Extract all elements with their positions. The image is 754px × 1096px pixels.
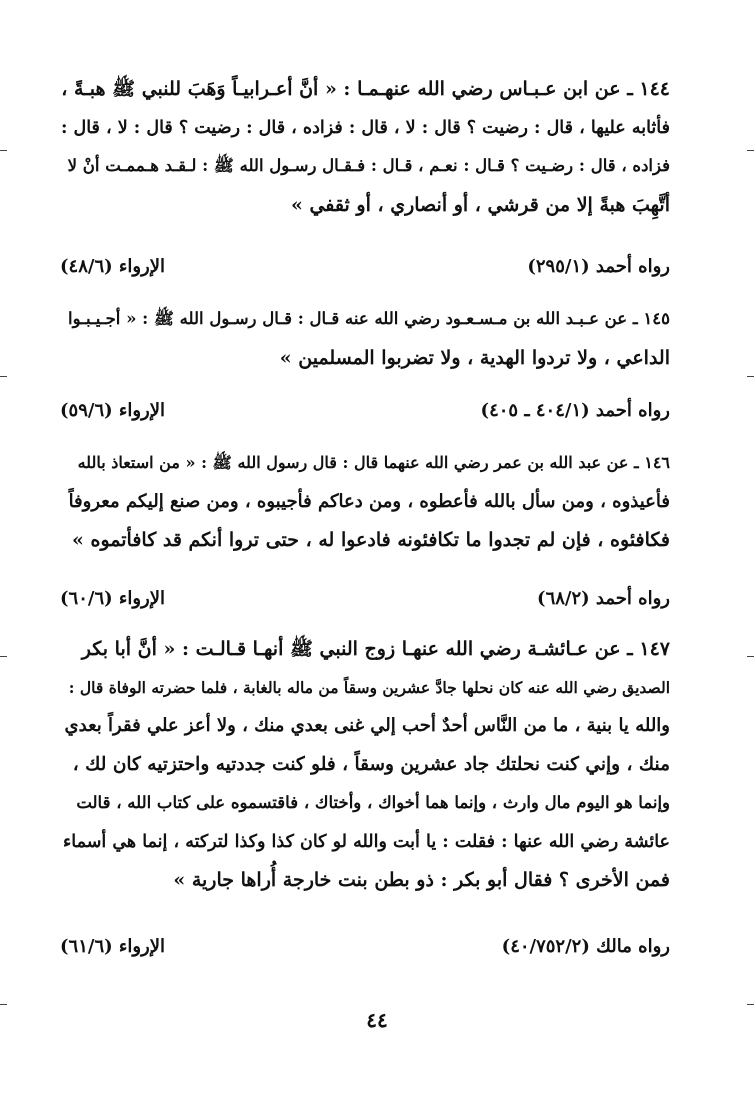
hadith-145 [60,300,670,377]
source-reference: رواه أحمد (٤٠٤/١ ـ ٤٠٥) [480,400,670,421]
text-line: عائشة رضي الله عنها : فقلت : يا أبت والله لو كان كذا وكذا لتركته ، إنما هي أسماء [63,831,670,852]
margin-mark [0,150,7,151]
margin-mark [0,1004,7,1005]
text-line: ١٤٥ ـ عن عـبـد الله بن مـسـعـود رضي الله عنه قـال : قـال رسـول الله ﷺ : « أجـيـبـوا [68,309,670,328]
text-line: فزاده ، قال : رضـيت ؟ قـال : نعـم ، قـال : فـقـال رسـول الله ﷺ : لـقـد هـممـت أنْ لا [67,156,670,175]
text-line: ١٤٤ ـ عن ابن عـبـاس رضي الله عنهـمـا : « أنَّ أعـرابيـاً وَهَبَ للنبي ﷺ هبـةً ، [61,78,670,100]
source-line-146 [60,584,670,614]
text-line: الصديق رضي الله عنه كان نحلها جادَّ عشرين وسقاً من ماله بالغابة ، فلما حضرته الوفاة قال : [68,677,670,697]
text-line: فكافئوه ، فإن لم تجدوا ما تكافئونه فادعوا له ، حتى تروا أنكم قد كافأتموه » [72,529,670,551]
source-line-144 [60,252,670,282]
hadith-147 [60,630,670,900]
irwa-reference: الإرواء (٥٩/٦) [60,400,166,421]
text-line: فأعيذوه ، ومن سأل بالله فأعطوه ، ومن دعاكم فأجيبوه ، ومن صنع إليكم معروفاً [68,490,670,512]
margin-mark [0,376,7,377]
text-line: والله يا بنية ، ما من النَّاس أحدٌ أحب إلي غنى بعدي منك ، ولا أعز علي فقراً بعدي [64,715,670,736]
text-line: ١٤٦ ـ عن عبد الله بن عمر رضي الله عنهما قال : قال رسول الله ﷺ : « من استعاذ بالله [77,453,670,472]
margin-mark [0,656,7,657]
margin-mark [747,656,754,657]
text-line: الداعي ، ولا تردوا الهدية ، ولا تضربوا المسلمين » [279,346,670,369]
hadith-144 [60,70,670,224]
margin-mark [747,1004,754,1005]
page-number: ٤٤ [366,1008,388,1032]
text-line: منك ، وإني كنت نحلتك جاد عشرين وسقاً ، فلو كنت جددتيه واحتزتيه كان لك ، [72,753,670,775]
margin-mark [747,376,754,377]
hadith-146 [60,444,670,560]
text-line: وإنما هو اليوم مال وارث ، وإنما هما أخواك ، وأختاك ، فاقتسموه على كتاب الله ، قالت [76,793,670,812]
source-line-147 [60,932,670,962]
text-line: فأثابه عليها ، قال : رضيت ؟ قال : لا ، قال : فزاده ، قال : رضيت ؟ قال : لا ، قال : [60,117,670,138]
source-reference: رواه أحمد (٢٩٥/١) [527,256,670,277]
irwa-reference: الإرواء (٤٨/٦) [60,256,166,277]
source-line-145 [60,396,670,426]
irwa-reference: الإرواء (٦٠/٦) [60,588,166,609]
irwa-reference: الإرواء (٦١/٦) [60,936,166,957]
text-line: ١٤٧ ـ عن عـائشـة رضي الله عنهـا زوج النبي ﷺ أنهـا قـالـت : « أنَّ أبا بكر [81,638,670,660]
text-line: فمن الأخرى ؟ فقال أبو بكر : ذو بطن بنت خارجة أُراها جارية » [173,869,670,891]
text-line: أتَّهِبَ هبةً إلا من قرشي ، أو أنصاري ، أو ثقفي » [290,193,670,216]
margin-mark [747,150,754,151]
source-reference: رواه مالك (٤٠/٧٥٢/٢) [501,936,670,957]
source-reference: رواه أحمد (٦٨/٢) [537,588,670,609]
